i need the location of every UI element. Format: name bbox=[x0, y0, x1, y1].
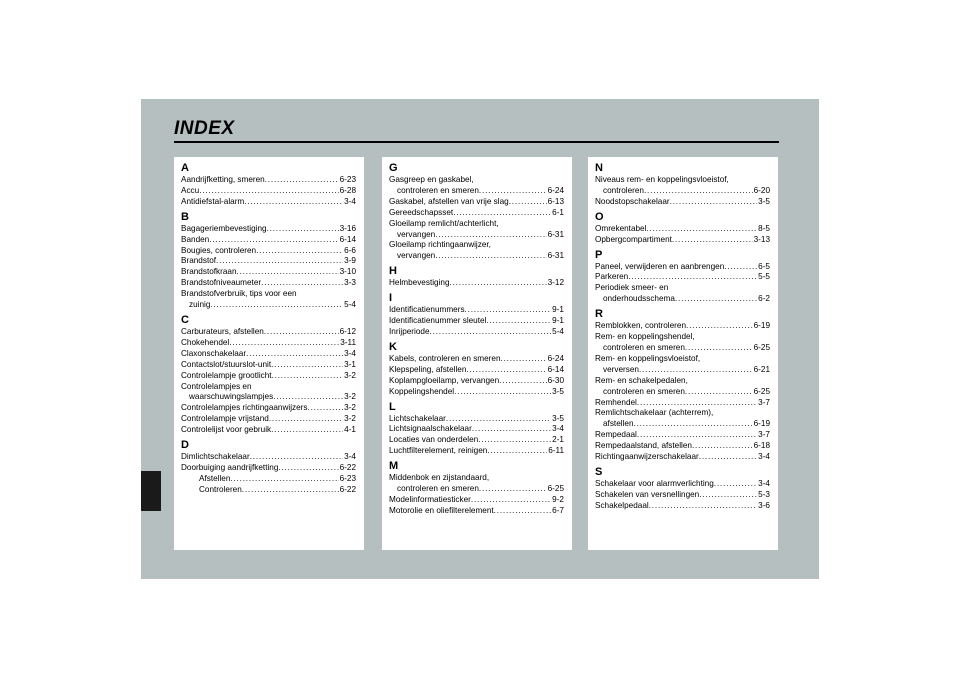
index-entry-text: Brandstofverbruik, tips voor een bbox=[181, 289, 297, 299]
index-entry-text: Noodstopschakelaar bbox=[595, 196, 670, 206]
index-entry-text: Rempedaalstand, afstellen bbox=[595, 441, 692, 451]
title-rule bbox=[174, 141, 779, 143]
index-entry-text: Dimlichtschakelaar bbox=[181, 452, 250, 462]
index-entry bbox=[389, 278, 564, 289]
index-entry-page: 6-18 bbox=[753, 441, 770, 451]
index-entry-page: 8-5 bbox=[758, 223, 770, 233]
index-entry bbox=[389, 506, 564, 517]
index-entry-page: 3-4 bbox=[344, 452, 356, 462]
dot-leader bbox=[685, 387, 753, 398]
chapter-tab bbox=[141, 471, 161, 511]
index-entry-text: Gloeilamp remlicht/achterlicht, bbox=[389, 218, 499, 228]
dot-leader bbox=[479, 186, 547, 197]
index-entry-text: Controlelampje vrijstand bbox=[181, 414, 269, 424]
index-entry-text: Koplampgloeilamp, vervangen bbox=[389, 375, 500, 385]
index-entry-page: 5-5 bbox=[758, 272, 770, 282]
index-entry-text: Accu bbox=[181, 185, 200, 195]
dot-leader bbox=[272, 371, 344, 382]
index-entry bbox=[595, 501, 770, 512]
dot-leader bbox=[216, 256, 343, 267]
index-entry-page: 3-13 bbox=[753, 234, 770, 244]
index-entry-text: Rem- en koppelingshendel, bbox=[595, 332, 695, 342]
index-entry-text: Rempedaal bbox=[595, 430, 637, 440]
index-entry-page: 3-4 bbox=[552, 424, 564, 434]
index-entry-text: Afstellen bbox=[199, 473, 231, 483]
index-entry bbox=[181, 256, 356, 267]
index-column-2 bbox=[382, 157, 572, 550]
index-entry-text: Schakelaar voor alarmverlichting bbox=[595, 478, 714, 488]
index-entry-page: 3-4 bbox=[344, 348, 356, 358]
index-letter-heading: L bbox=[389, 400, 396, 413]
index-entry-page: 3-2 bbox=[344, 392, 356, 402]
index-entry bbox=[181, 371, 356, 382]
index-entry bbox=[389, 495, 564, 506]
dot-leader bbox=[471, 495, 551, 506]
index-letter-heading: M bbox=[389, 460, 399, 473]
dot-leader bbox=[649, 501, 757, 512]
index-letter-heading: H bbox=[389, 265, 397, 278]
dot-leader bbox=[494, 506, 551, 517]
index-entry-page: 3-5 bbox=[758, 196, 770, 206]
index-entry-text: Remlichtschakelaar (achterrem), bbox=[595, 408, 714, 418]
index-entry-page: 6-11 bbox=[548, 446, 564, 456]
dot-leader bbox=[244, 197, 343, 208]
dot-leader bbox=[271, 360, 343, 371]
index-entry bbox=[595, 490, 770, 501]
index-entry bbox=[181, 327, 356, 338]
index-entry-text: Gasgreep en gaskabel, bbox=[389, 175, 474, 184]
dot-leader bbox=[308, 403, 344, 414]
index-entry-page: 3-10 bbox=[339, 267, 356, 277]
index-letter-heading: P bbox=[595, 248, 603, 261]
index-entry-text: Gaskabel, afstellen van vrije slag bbox=[389, 196, 509, 206]
index-entry-text: Bagageriembevestiging bbox=[181, 223, 267, 233]
dot-leader bbox=[686, 321, 753, 332]
dot-leader bbox=[250, 452, 343, 463]
dot-leader bbox=[210, 300, 343, 311]
index-entry bbox=[181, 474, 356, 485]
index-entry bbox=[389, 424, 564, 435]
index-entry-text: Claxonschakelaar bbox=[181, 348, 247, 358]
index-entry-text: controleren en smeren bbox=[603, 386, 685, 396]
index-entry-text: Banden bbox=[181, 234, 210, 244]
index-entry bbox=[389, 435, 564, 446]
dot-leader bbox=[261, 278, 343, 289]
index-entry bbox=[389, 305, 564, 316]
index-entry-page: 9-1 bbox=[552, 305, 564, 315]
index-entry bbox=[389, 387, 564, 398]
dot-leader bbox=[435, 230, 546, 241]
index-entry-text: onderhoudsschema bbox=[603, 294, 675, 304]
index-entry bbox=[181, 485, 356, 496]
dot-leader bbox=[472, 424, 551, 435]
index-letter-heading: K bbox=[389, 340, 397, 353]
dot-leader bbox=[637, 398, 757, 409]
dot-leader bbox=[256, 246, 343, 257]
index-entry-text: Doorbuiging aandrijfketting bbox=[181, 462, 279, 472]
index-entry-page: 3-7 bbox=[758, 397, 770, 407]
index-entry bbox=[595, 294, 770, 305]
index-entry-page: 3-3 bbox=[344, 278, 356, 288]
index-entry bbox=[181, 246, 356, 257]
index-entry bbox=[181, 463, 356, 474]
index-entry-text: vervangen bbox=[397, 229, 436, 239]
dot-leader bbox=[453, 208, 551, 219]
index-entry-page: 6-2 bbox=[758, 294, 770, 304]
index-entry-page: 2-1 bbox=[552, 435, 564, 445]
index-entry-text: Motorolie en oliefilterelement bbox=[389, 505, 494, 515]
index-entry-page: 3-4 bbox=[344, 196, 356, 206]
index-entry-page: 3-2 bbox=[344, 403, 356, 413]
index-entry-text: Inrijperiode bbox=[389, 326, 430, 336]
dot-leader bbox=[242, 485, 339, 496]
index-entry bbox=[595, 419, 770, 430]
dot-leader bbox=[639, 365, 753, 376]
dot-leader bbox=[699, 452, 757, 463]
index-entry-text: Lichtschakelaar bbox=[389, 413, 446, 423]
index-entry bbox=[181, 349, 356, 360]
index-entry-text: Kabels, controleren en smeren bbox=[389, 353, 501, 363]
index-entry-text: Gloeilamp richtingaanwijzer, bbox=[389, 240, 491, 250]
dot-leader bbox=[454, 387, 551, 398]
index-entry-page: 3-4 bbox=[758, 452, 770, 462]
index-entry-text: Gereedschapsset bbox=[389, 207, 454, 217]
index-entry bbox=[389, 354, 564, 365]
index-entry bbox=[181, 338, 356, 349]
index-entry-text: vervangen bbox=[397, 251, 436, 261]
dot-leader bbox=[267, 224, 339, 235]
dot-leader bbox=[634, 419, 753, 430]
index-entry-page: 3-2 bbox=[344, 414, 356, 424]
index-entry bbox=[389, 251, 564, 262]
index-letter-heading: B bbox=[181, 210, 189, 223]
index-entry-text: Richtingaanwijzerschakelaar bbox=[595, 452, 699, 462]
index-entry bbox=[389, 414, 564, 425]
index-entry-page: 6-25 bbox=[753, 386, 770, 396]
index-entry-text: Identificatienummer sleutel bbox=[389, 316, 487, 326]
index-entry-page: 3-5 bbox=[552, 413, 564, 423]
dot-leader bbox=[230, 474, 338, 485]
index-entry-text: Rem- en koppelingsvloeistof, bbox=[595, 353, 701, 363]
dot-leader bbox=[685, 343, 753, 354]
index-entry bbox=[181, 224, 356, 235]
index-entry-page: 9-2 bbox=[552, 494, 564, 504]
index-letter-heading: N bbox=[595, 162, 603, 174]
dot-leader bbox=[465, 305, 552, 316]
dot-leader bbox=[209, 235, 338, 246]
index-entry-text: Luchtfilterelement, reinigen bbox=[389, 446, 488, 456]
index-entry-text: Chokehendel bbox=[181, 337, 230, 347]
index-entry-text: Remblokken, controleren bbox=[595, 321, 687, 331]
index-letter-heading: A bbox=[181, 162, 189, 174]
dot-leader bbox=[672, 235, 753, 246]
dot-leader bbox=[237, 267, 339, 278]
index-entry-page: 6-21 bbox=[753, 364, 770, 374]
index-entry-page: 6-7 bbox=[552, 505, 564, 515]
index-entry-page: 3-6 bbox=[758, 500, 770, 510]
index-entry-page: 3-2 bbox=[344, 370, 356, 380]
index-entry-page: 6-31 bbox=[547, 251, 564, 261]
index-entry-page: 6-13 bbox=[547, 196, 564, 206]
dot-leader bbox=[446, 414, 551, 425]
index-entry bbox=[595, 441, 770, 452]
index-entry bbox=[595, 224, 770, 235]
index-entry bbox=[389, 484, 564, 495]
index-entry-page: 6-14 bbox=[339, 234, 356, 244]
index-entry-page: 3-11 bbox=[340, 337, 356, 347]
index-entry bbox=[595, 343, 770, 354]
index-entry-text: Locaties van onderdelen bbox=[389, 435, 479, 445]
index-entry-page: 6-12 bbox=[339, 326, 356, 336]
index-entry-page: 9-1 bbox=[552, 316, 564, 326]
dot-leader bbox=[486, 316, 551, 327]
index-entry-text: Modelinformatiesticker bbox=[389, 494, 471, 504]
index-entry-text: Contactslot/stuurslot-unit bbox=[181, 359, 272, 369]
index-entry bbox=[181, 414, 356, 425]
index-entry-page: 3-9 bbox=[344, 256, 356, 266]
index-entry bbox=[181, 425, 356, 436]
index-entry-text: Controleren bbox=[199, 484, 242, 494]
index-entry-text: Paneel, verwijderen en aanbrengen bbox=[595, 261, 725, 271]
dot-leader bbox=[692, 441, 753, 452]
index-entry-text: Schakelen van versnellingen bbox=[595, 489, 700, 499]
index-entry-text: Brandstofniveaumeter bbox=[181, 278, 262, 288]
index-entry-text: Omrekentabel bbox=[595, 223, 647, 233]
index-entry bbox=[389, 446, 564, 457]
index-entry-page: 6-14 bbox=[547, 364, 564, 374]
index-letter-heading: O bbox=[595, 210, 604, 223]
index-entry bbox=[181, 278, 356, 289]
index-entry-page: 6-25 bbox=[753, 342, 770, 352]
index-entry-page: 3-16 bbox=[339, 223, 356, 233]
index-entry-text: controleren bbox=[603, 185, 644, 195]
index-entry-page: 6-24 bbox=[547, 353, 564, 363]
dot-leader bbox=[278, 463, 338, 474]
dot-leader bbox=[199, 186, 338, 197]
index-entry-page: 6-5 bbox=[758, 261, 770, 271]
index-entry bbox=[595, 262, 770, 273]
index-entry-page: 3-4 bbox=[758, 478, 770, 488]
index-entry-text: afstellen bbox=[603, 419, 634, 429]
index-entry-text: Carburateurs, afstellen bbox=[181, 326, 264, 336]
index-entry-text: controleren en smeren bbox=[603, 342, 685, 352]
index-entry-text: Helmbevestiging bbox=[389, 278, 450, 288]
index-entry-page: 6-22 bbox=[339, 484, 356, 494]
index-entry-text: Brandstof bbox=[181, 256, 217, 266]
dot-leader bbox=[430, 327, 552, 338]
dot-leader bbox=[644, 186, 753, 197]
index-entry-text: Antidiefstal-alarm bbox=[181, 196, 245, 206]
index-entry bbox=[595, 235, 770, 246]
index-entry bbox=[181, 452, 356, 463]
index-entry-text: Controlelampje grootlicht bbox=[181, 370, 272, 380]
dot-leader bbox=[637, 430, 757, 441]
index-entry-text: zuinig bbox=[189, 300, 211, 310]
index-entry-text: verversen bbox=[603, 364, 639, 374]
index-entry bbox=[595, 398, 770, 409]
index-entry bbox=[181, 235, 356, 246]
index-entry-page: 6-23 bbox=[339, 175, 356, 184]
index-entry-page: 6-30 bbox=[547, 375, 564, 385]
index-entry-text: Identificatienummers bbox=[389, 305, 465, 315]
index-entry bbox=[595, 387, 770, 398]
index-entry-text: Parkeren bbox=[595, 272, 629, 282]
dot-leader bbox=[714, 479, 757, 490]
index-entry bbox=[181, 186, 356, 197]
index-entry-page: 5-4 bbox=[552, 326, 564, 336]
index-column-1 bbox=[174, 157, 364, 550]
index-entry-text: Lichtsignaalschakelaar bbox=[389, 424, 472, 434]
page-title: INDEX bbox=[174, 118, 235, 139]
index-entry-text: controleren en smeren bbox=[397, 185, 479, 195]
index-entry-text: Klepspeling, afstellen bbox=[389, 364, 467, 374]
dot-leader bbox=[499, 376, 546, 387]
index-entry-text: Schakelpedaal bbox=[595, 500, 649, 510]
index-entry bbox=[389, 208, 564, 219]
index-entry-page: 5-3 bbox=[758, 489, 770, 499]
index-entry bbox=[389, 316, 564, 327]
index-entry-text: Koppelingshendel bbox=[389, 386, 455, 396]
index-entry bbox=[595, 479, 770, 490]
index-entry-text: Opbergcompartiment bbox=[595, 234, 672, 244]
index-letter-heading: D bbox=[181, 439, 189, 452]
dot-leader bbox=[501, 354, 547, 365]
index-entry bbox=[181, 175, 356, 186]
index-entry-text: Periodiek smeer- en bbox=[595, 283, 669, 293]
index-entry-text: Controlelijst voor gebruik bbox=[181, 425, 272, 435]
dot-leader bbox=[487, 446, 547, 457]
index-entry-text: waarschuwingslampjes bbox=[189, 392, 274, 402]
index-entry-text: Rem- en schakelpedalen, bbox=[595, 375, 688, 385]
index-entry bbox=[595, 365, 770, 376]
dot-leader bbox=[273, 392, 343, 403]
dot-leader bbox=[246, 349, 343, 360]
index-entry bbox=[595, 186, 770, 197]
dot-leader bbox=[265, 175, 339, 186]
index-entry-page: 6-1 bbox=[552, 207, 564, 217]
dot-leader bbox=[675, 294, 757, 305]
index-entry-page: 6-24 bbox=[547, 185, 564, 195]
index-entry-page: 3-5 bbox=[552, 386, 564, 396]
dot-leader bbox=[269, 414, 343, 425]
index-entry-page: 6-19 bbox=[753, 419, 770, 429]
index-entry bbox=[389, 186, 564, 197]
index-entry bbox=[389, 365, 564, 376]
index-entry-text: Bougies, controleren bbox=[181, 245, 257, 255]
index-column-3 bbox=[588, 157, 778, 550]
index-entry-page: 3-1 bbox=[344, 359, 356, 369]
index-entry-page: 6-19 bbox=[753, 321, 770, 331]
index-entry-page: 6-31 bbox=[547, 229, 564, 239]
index-entry bbox=[389, 327, 564, 338]
index-entry bbox=[181, 403, 356, 414]
index-letter-heading: S bbox=[595, 465, 603, 478]
dot-leader bbox=[466, 365, 546, 376]
index-entry-page: 6-25 bbox=[547, 484, 564, 494]
index-entry-text: Aandrijfketting, smeren bbox=[181, 175, 265, 184]
index-entry-page: 4-1 bbox=[344, 425, 356, 435]
dot-leader bbox=[670, 197, 758, 208]
index-letter-heading: C bbox=[181, 313, 189, 326]
index-entry-text: Controlelampjes en bbox=[181, 381, 252, 391]
dot-leader bbox=[229, 338, 339, 349]
index-entry-page: 6-20 bbox=[753, 185, 770, 195]
index-entry-text: controleren en smeren bbox=[397, 484, 479, 494]
index-entry-text: Remhendel bbox=[595, 397, 637, 407]
index-entry-text: Controlelampjes richtingaanwijzers bbox=[181, 403, 308, 413]
index-entry bbox=[181, 197, 356, 208]
index-entry-page: 6-22 bbox=[339, 462, 356, 472]
dot-leader bbox=[646, 224, 757, 235]
index-entry bbox=[595, 452, 770, 463]
index-entry bbox=[595, 321, 770, 332]
index-entry-page: 6-28 bbox=[339, 185, 356, 195]
index-entry bbox=[389, 197, 564, 208]
dot-leader bbox=[450, 278, 547, 289]
dot-leader bbox=[628, 272, 757, 283]
index-entry bbox=[595, 430, 770, 441]
dot-leader bbox=[479, 484, 547, 495]
dot-leader bbox=[435, 251, 546, 262]
dot-leader bbox=[478, 435, 551, 446]
index-entry bbox=[181, 300, 356, 311]
index-entry-page: 6-23 bbox=[339, 473, 356, 483]
dot-leader bbox=[509, 197, 547, 208]
index-entry-text: Niveaus rem- en koppelingsvloeistof, bbox=[595, 175, 729, 184]
index-entry bbox=[181, 360, 356, 371]
dot-leader bbox=[264, 327, 339, 338]
index-entry-page: 6-6 bbox=[344, 245, 356, 255]
dot-leader bbox=[271, 425, 343, 436]
index-entry bbox=[595, 197, 770, 208]
index-entry-page: 3-7 bbox=[758, 430, 770, 440]
index-entry-text: Middenbok en zijstandaard, bbox=[389, 473, 490, 483]
dot-leader bbox=[699, 490, 757, 501]
index-letter-heading: G bbox=[389, 162, 398, 174]
index-entry bbox=[389, 230, 564, 241]
index-letter-heading: R bbox=[595, 308, 603, 321]
index-entry bbox=[181, 392, 356, 403]
index-entry bbox=[595, 272, 770, 283]
index-entry-page: 5-4 bbox=[344, 300, 356, 310]
index-entry-text: Brandstofkraan bbox=[181, 267, 237, 277]
index-entry bbox=[181, 267, 356, 278]
index-letter-heading: I bbox=[389, 292, 393, 305]
dot-leader bbox=[724, 262, 757, 273]
index-entry bbox=[389, 376, 564, 387]
index-entry-page: 3-12 bbox=[547, 278, 564, 288]
